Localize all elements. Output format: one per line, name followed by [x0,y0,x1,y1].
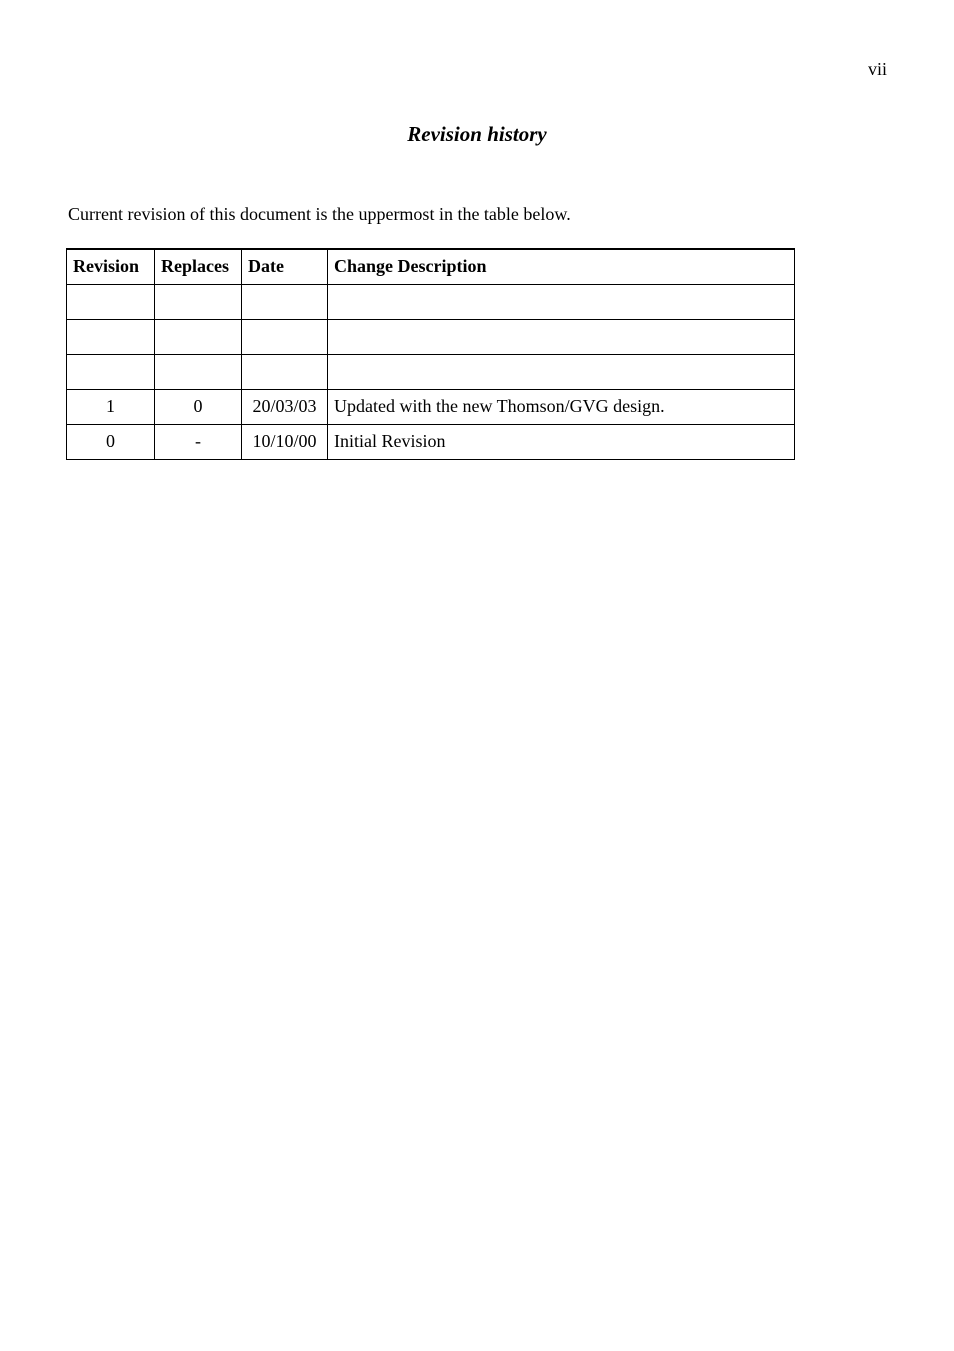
cell-replaces [155,284,242,319]
table-row [67,284,795,319]
cell-description [328,284,795,319]
cell-date [242,284,328,319]
table-row [67,319,795,354]
revision-table [66,248,795,460]
cell-replaces: 0 [155,389,242,424]
cell-replaces [155,354,242,389]
table-row [67,389,795,424]
cell-description [328,319,795,354]
cell-replaces [155,319,242,354]
cell-revision: 1 [67,389,155,424]
cell-revision [67,354,155,389]
header-date: Date [242,249,328,284]
table-header-row [67,249,795,284]
page-number: vii [867,59,887,79]
header-replaces: Replaces [155,249,242,284]
table-row [67,354,795,389]
header-revision: Revision [67,249,155,284]
page-title: Revision history [407,122,547,146]
table-row [67,424,795,459]
cell-date [242,319,328,354]
cell-description [328,354,795,389]
cell-replaces: - [155,424,242,459]
cell-revision [67,284,155,319]
cell-description: Initial Revision [328,424,795,459]
intro-text: Current revision of this document is the uppermost in the table below. [68,204,571,224]
cell-date: 10/10/00 [242,424,328,459]
header-change-description: Change Description [328,249,795,284]
cell-revision: 0 [67,424,155,459]
cell-date [242,354,328,389]
cell-revision [67,319,155,354]
cell-description: Updated with the new Thomson/GVG design. [328,389,795,424]
cell-date: 20/03/03 [242,389,328,424]
